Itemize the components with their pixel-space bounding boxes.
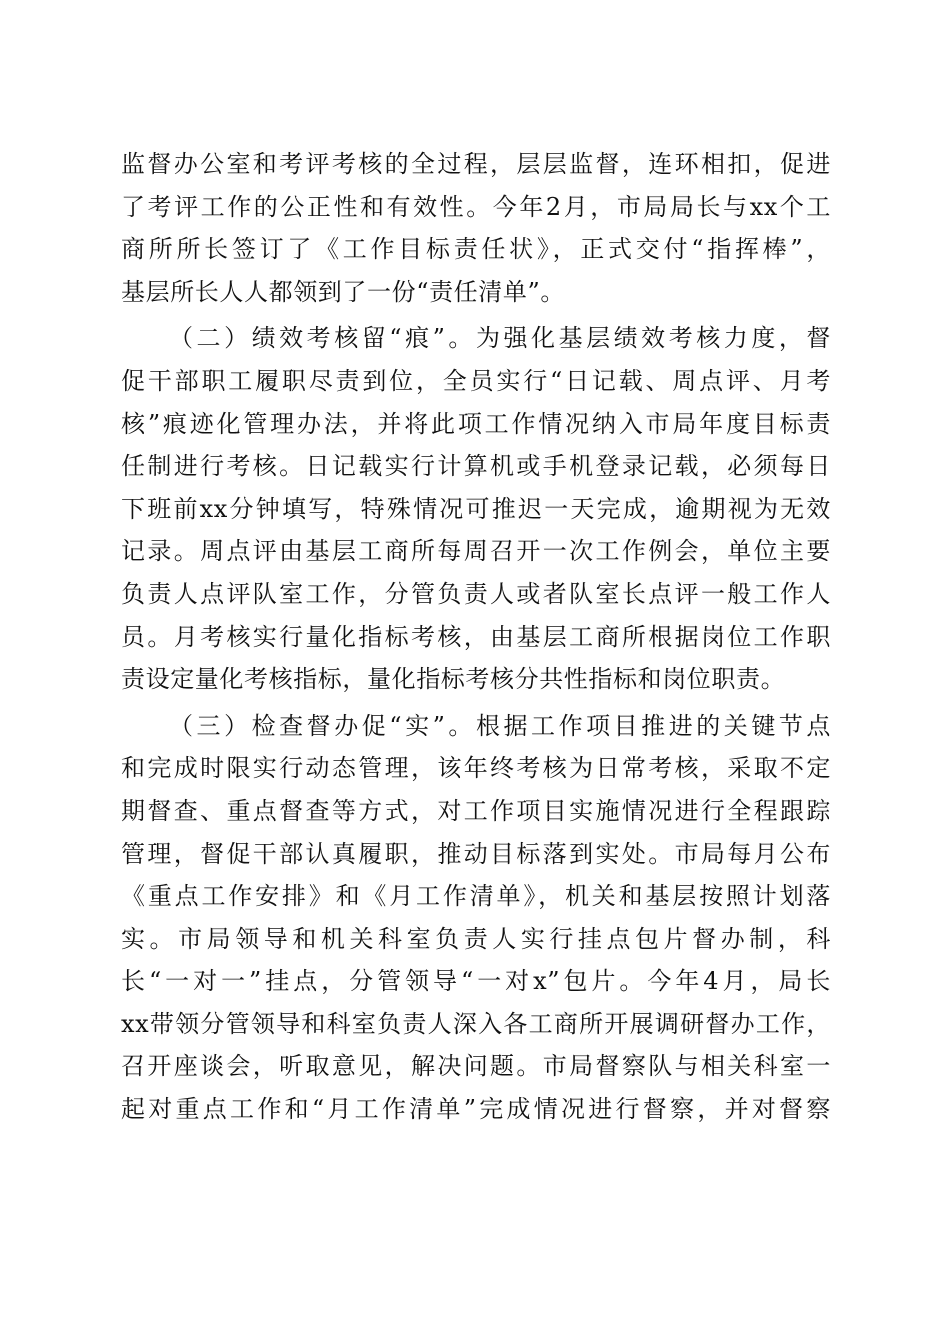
text-line: 期督查、重点督查等方式，对工作项目实施情况进行全程跟踪 [121, 796, 831, 825]
text-line: xx带领分管领导和科室负责人深入各工商所开展调研督办工作， [121, 1009, 831, 1038]
text-line: 《重点工作安排》和《月工作清单》，机关和基层按照计划落 [121, 882, 831, 911]
text-line: 核”痕迹化管理办法，并将此项工作情况纳入市局年度目标责 [121, 409, 831, 438]
text-line: 负责人点评队室工作，分管负责人或者队室长点评一般工作人 [121, 579, 831, 608]
text-line: 下班前xx分钟填写，特殊情况可推迟一天完成，逾期视为无效 [121, 494, 831, 523]
text-line: 实。市局领导和机关科室负责人实行挂点包片督办制，科 [121, 924, 831, 953]
paragraph-1 [121, 143, 831, 313]
text-line: 和完成时限实行动态管理，该年终考核为日常考核，采取不定 [121, 754, 831, 783]
text-line: 员。月考核实行量化指标考核，由基层工商所根据岗位工作职 [121, 622, 831, 651]
paragraph-2 [121, 317, 831, 700]
text-line: 召开座谈会，听取意见，解决问题。市局督察队与相关科室一 [121, 1052, 831, 1081]
text-line: 任制进行考核。日记载实行计算机或手机登录记载，必须每日 [121, 452, 831, 481]
text-line: 监督办公室和考评考核的全过程，层层监督，连环相扣，促进 [121, 150, 831, 178]
text-line: 促干部职工履职尽责到位，全员实行“日记载、周点评、月考 [121, 366, 831, 395]
section-heading-line: （三）检查督办促“实”。根据工作项目推进的关键节点 [169, 711, 831, 740]
text-line: 起对重点工作和“月工作清单”完成情况进行督察，并对督察 [121, 1095, 831, 1124]
paragraph-3 [121, 705, 831, 1131]
text-line: 记录。周点评由基层工商所每周召开一次工作例会，单位主要 [121, 537, 831, 566]
section-heading-line: （二）绩效考核留“痕”。为强化基层绩效考核力度，督 [169, 324, 831, 353]
text-line: 长“一对一”挂点，分管领导“一对x”包片。今年4月，局长 [121, 967, 831, 996]
text-line: 了考评工作的公正性和有效性。今年2月，市局局长与xx个工 [121, 192, 831, 221]
document-body [121, 143, 831, 1131]
text-line: 责设定量化考核指标，量化指标考核分共性指标和岗位职责。 [121, 665, 786, 694]
text-line: 基层所长人人都领到了一份“责任清单”。 [121, 277, 565, 306]
text-line: 管理，督促干部认真履职，推动目标落到实处。市局每月公布 [121, 839, 831, 868]
text-line: 商所所长签订了《工作目标责任状》，正式交付“指挥棒”， [121, 235, 831, 264]
